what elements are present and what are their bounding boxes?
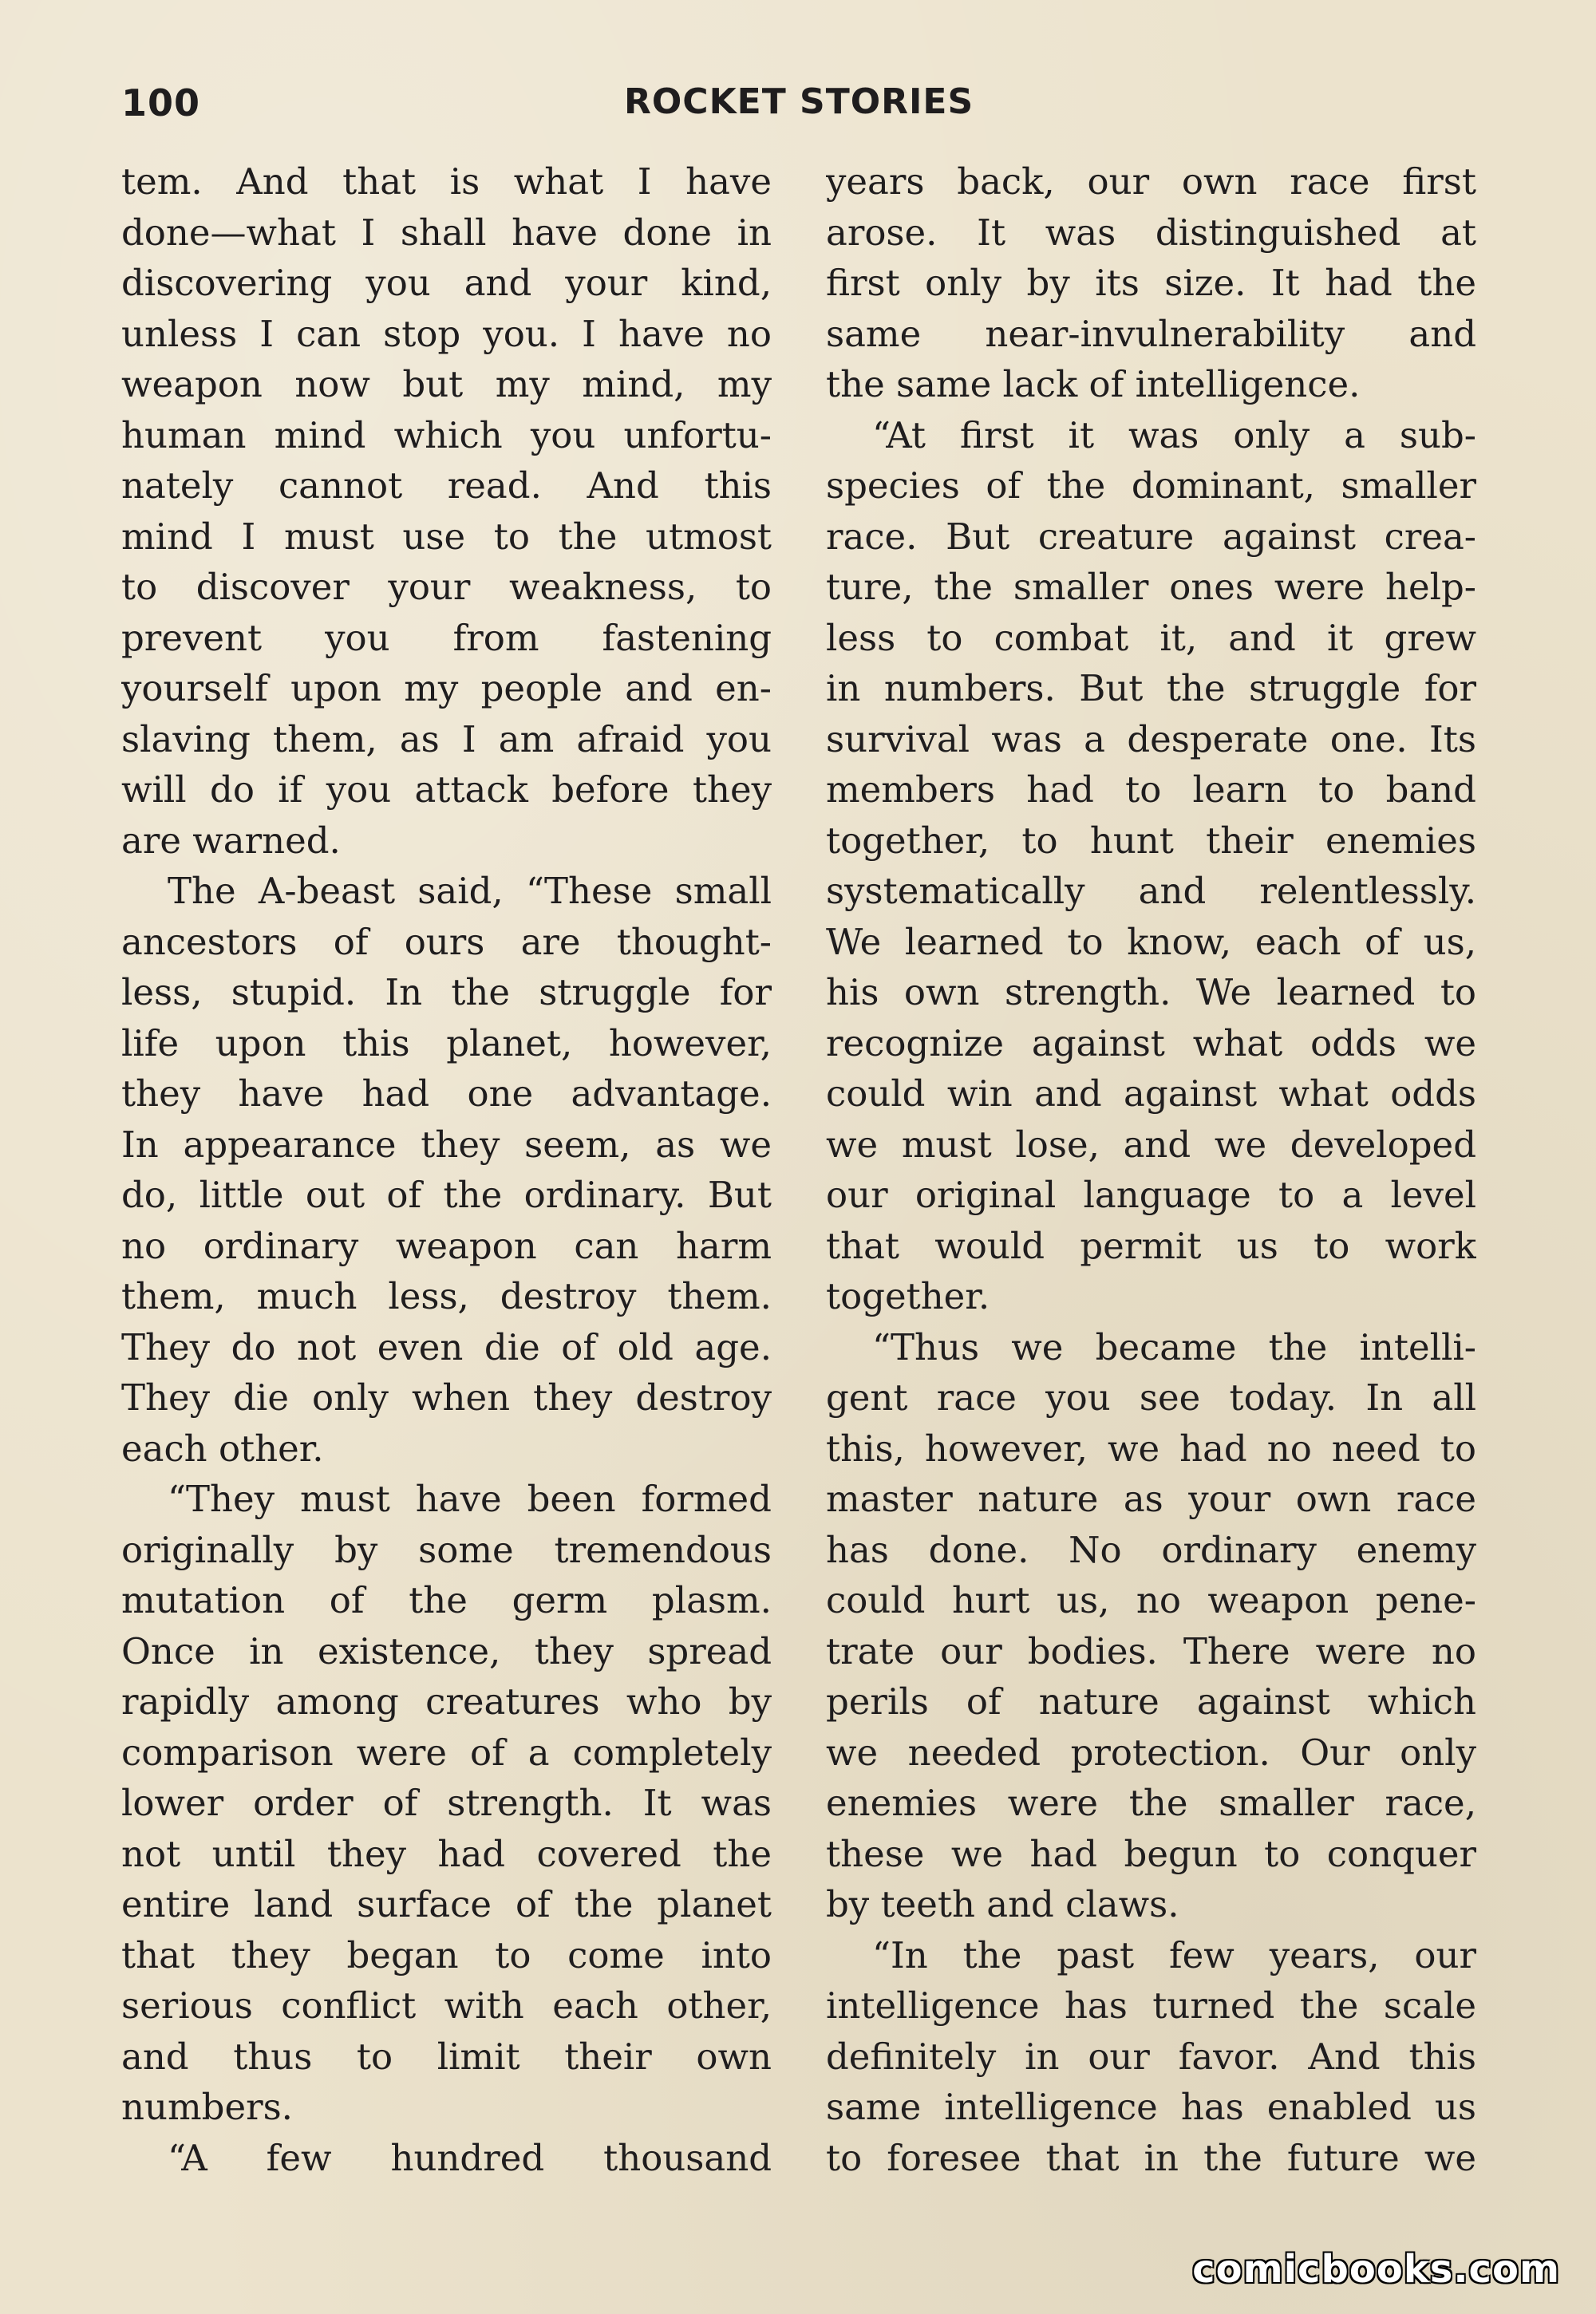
text-line: comparison were of a completely: [121, 1731, 772, 1774]
text-line: slaving them, as I am afraid you: [121, 717, 772, 760]
text-line: by teeth and claws.: [826, 1883, 1179, 1925]
text-line: we must lose, and we developed: [826, 1123, 1476, 1166]
text-line: enemies were the smaller race,: [826, 1782, 1476, 1824]
text-line: years back, our own race first: [826, 160, 1476, 203]
text-line: mind I must use to the utmost: [121, 515, 772, 558]
text-line: “At first it was only a sub-: [872, 413, 1476, 456]
text-line: done—what I shall have done in: [121, 211, 772, 254]
text-line: could win and against what odds: [826, 1072, 1476, 1115]
text-line: systematically and relentlessly.: [826, 870, 1476, 912]
text-line: do, little out of the ordinary. But: [121, 1174, 772, 1216]
text-line: recognize against what odds we: [826, 1021, 1476, 1064]
text-line: arose. It was distinguished at: [826, 211, 1476, 254]
text-line: ancestors of ours are thought-: [121, 920, 772, 963]
text-line: our original language to a level: [826, 1174, 1476, 1216]
text-line: to discover your weakness, to: [121, 566, 772, 608]
text-line: ture, the smaller ones were help-: [826, 566, 1476, 608]
text-line: serious conflict with each other,: [121, 1984, 772, 2027]
text-line: human mind which you unfortu-: [121, 413, 772, 456]
text-line: entire land surface of the planet: [121, 1883, 772, 1925]
text-line: In appearance they seem, as we: [121, 1123, 772, 1166]
text-line: survival was a desperate one. Its: [826, 717, 1476, 760]
text-line: could hurt us, no weapon pene-: [826, 1579, 1476, 1621]
text-line: rapidly among creatures who by: [121, 1680, 772, 1723]
text-line: life upon this planet, however,: [121, 1021, 772, 1064]
text-line: the same lack of intelligence.: [826, 363, 1361, 405]
text-line: yourself upon my people and en-: [121, 667, 772, 709]
text-line: them, much less, destroy them.: [121, 1275, 772, 1317]
page-header: [121, 81, 1478, 129]
text-line: less, stupid. In the struggle for: [121, 971, 772, 1013]
text-line: will do if you attack before they: [121, 768, 772, 811]
text-line: same near-invulnerability and: [826, 312, 1476, 355]
left-text-column: [121, 156, 772, 2183]
text-line: in numbers. But the struggle for: [826, 667, 1476, 709]
text-line: they have had one advantage.: [121, 1072, 772, 1115]
text-line: nately cannot read. And this: [121, 464, 772, 507]
running-head: ROCKET STORIES: [624, 81, 974, 122]
text-line: discovering you and your kind,: [121, 262, 772, 304]
text-line: “Thus we became the intelli-: [872, 1325, 1476, 1368]
text-line: and thus to limit their own: [121, 2035, 772, 2078]
text-line: not until they had covered the: [121, 1832, 772, 1875]
text-line: species of the dominant, smaller: [826, 464, 1476, 507]
text-line: tem. And that is what I have: [121, 160, 772, 203]
text-line: numbers.: [121, 2086, 293, 2128]
text-line: trate our bodies. There were no: [826, 1629, 1476, 1672]
text-line: gent race you see today. In all: [826, 1376, 1476, 1419]
text-line: we needed protection. Our only: [826, 1731, 1476, 1774]
text-line: that would permit us to work: [826, 1224, 1476, 1267]
text-line: these we had begun to conquer: [826, 1832, 1476, 1875]
text-line: this, however, we had no need to: [826, 1427, 1476, 1470]
text-line: race. But creature against crea-: [826, 515, 1476, 558]
text-line: We learned to know, each of us,: [826, 920, 1476, 963]
text-line: The A-beast said, “These small: [168, 870, 772, 912]
text-line: first only by its size. It had the: [826, 262, 1476, 304]
text-line: They do not even die of old age.: [121, 1325, 772, 1368]
text-line: together.: [826, 1275, 990, 1317]
text-line: “They must have been formed: [168, 1478, 772, 1520]
text-line: “In the past few years, our: [872, 1933, 1476, 1976]
text-line: They die only when they destroy: [121, 1376, 772, 1419]
text-line: has done. No ordinary enemy: [826, 1528, 1476, 1571]
text-line: less to combat it, and it grew: [826, 616, 1476, 659]
text-line: “A few hundred thousand: [168, 2136, 772, 2179]
page-number: 100: [121, 81, 201, 124]
text-line: that they began to come into: [121, 1933, 772, 1976]
text-line: weapon now but my mind, my: [121, 363, 772, 405]
text-line: perils of nature against which: [826, 1680, 1476, 1723]
text-line: to foresee that in the future we: [826, 2136, 1476, 2179]
text-line: lower order of strength. It was: [121, 1782, 772, 1824]
text-line: his own strength. We learned to: [826, 971, 1476, 1013]
text-line: each other.: [121, 1427, 324, 1470]
text-line: originally by some tremendous: [121, 1528, 772, 1571]
text-line: intelligence has turned the scale: [826, 1984, 1476, 2027]
text-line: Once in existence, they spread: [121, 1629, 772, 1672]
text-line: prevent you from fastening: [121, 616, 772, 659]
right-text-column: [826, 156, 1476, 2183]
text-line: unless I can stop you. I have no: [121, 312, 772, 355]
text-line: mutation of the germ plasm.: [121, 1579, 772, 1621]
text-line: same intelligence has enabled us: [826, 2086, 1476, 2128]
text-line: together, to hunt their enemies: [826, 819, 1476, 862]
source-watermark: comicbooks.com: [1192, 2247, 1560, 2292]
text-line: members had to learn to band: [826, 768, 1476, 811]
text-line: definitely in our favor. And this: [826, 2035, 1476, 2078]
text-line: no ordinary weapon can harm: [121, 1224, 772, 1267]
text-line: master nature as your own race: [826, 1478, 1476, 1520]
text-line: are warned.: [121, 819, 341, 862]
